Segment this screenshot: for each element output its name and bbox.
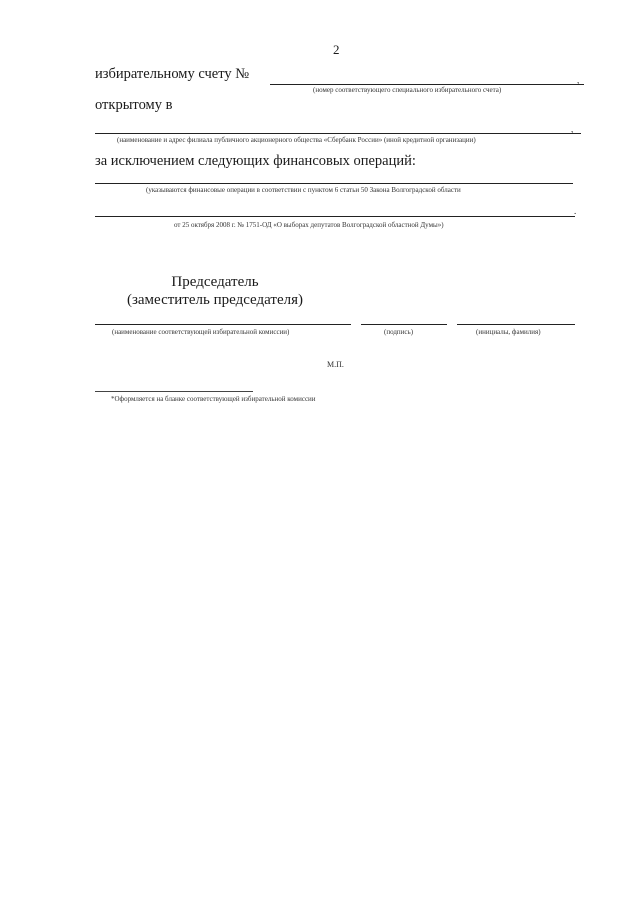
account-label: избирательному счету № — [95, 66, 250, 82]
footnote-separator — [95, 391, 253, 392]
commission-line — [95, 324, 351, 325]
signature-line — [361, 324, 447, 325]
footnote: *Оформляется на бланке соответствующей избирательной комиссии — [111, 395, 316, 403]
name-line — [457, 324, 575, 325]
name-caption: (инициалы, фамилия) — [476, 328, 541, 336]
line1-end: , — [577, 75, 580, 85]
page-number: 2 — [333, 42, 340, 57]
opened-in-label: открытому в — [95, 97, 173, 113]
signature-caption: (подпись) — [384, 328, 414, 336]
operations-caption-1: (указываются финансовые операции в соответствии с пунктом 6 статьи 50 Закона Волгоградской области — [146, 186, 461, 194]
operations-line-2 — [95, 216, 575, 217]
bank-branch-caption: (наименование и адрес филиала публичного акционерного общества «Сбербанк России» (иной кредитной организации) — [117, 136, 476, 144]
operations-caption-2: от 25 октября 2008 г. № 1751-ОД «О выборах депутатов Волгоградской областной Думы») — [174, 221, 444, 229]
line3-end: . — [574, 206, 577, 216]
operations-line-1 — [95, 183, 573, 184]
account-number-caption: (номер соответствующего специального избирательного счета) — [313, 86, 502, 94]
commission-caption: (наименование соответствующей избирательной комиссии) — [112, 328, 290, 336]
deputy-chairman-title: (заместитель председателя) — [126, 292, 304, 308]
account-number-line — [270, 84, 584, 85]
exceptions-label: за исключением следующих финансовых операций: — [95, 153, 416, 169]
bank-branch-line — [95, 133, 581, 134]
chairman-title: Председатель — [171, 274, 259, 290]
stamp-placeholder: М.П. — [327, 360, 344, 369]
line2-end: , — [571, 124, 574, 134]
